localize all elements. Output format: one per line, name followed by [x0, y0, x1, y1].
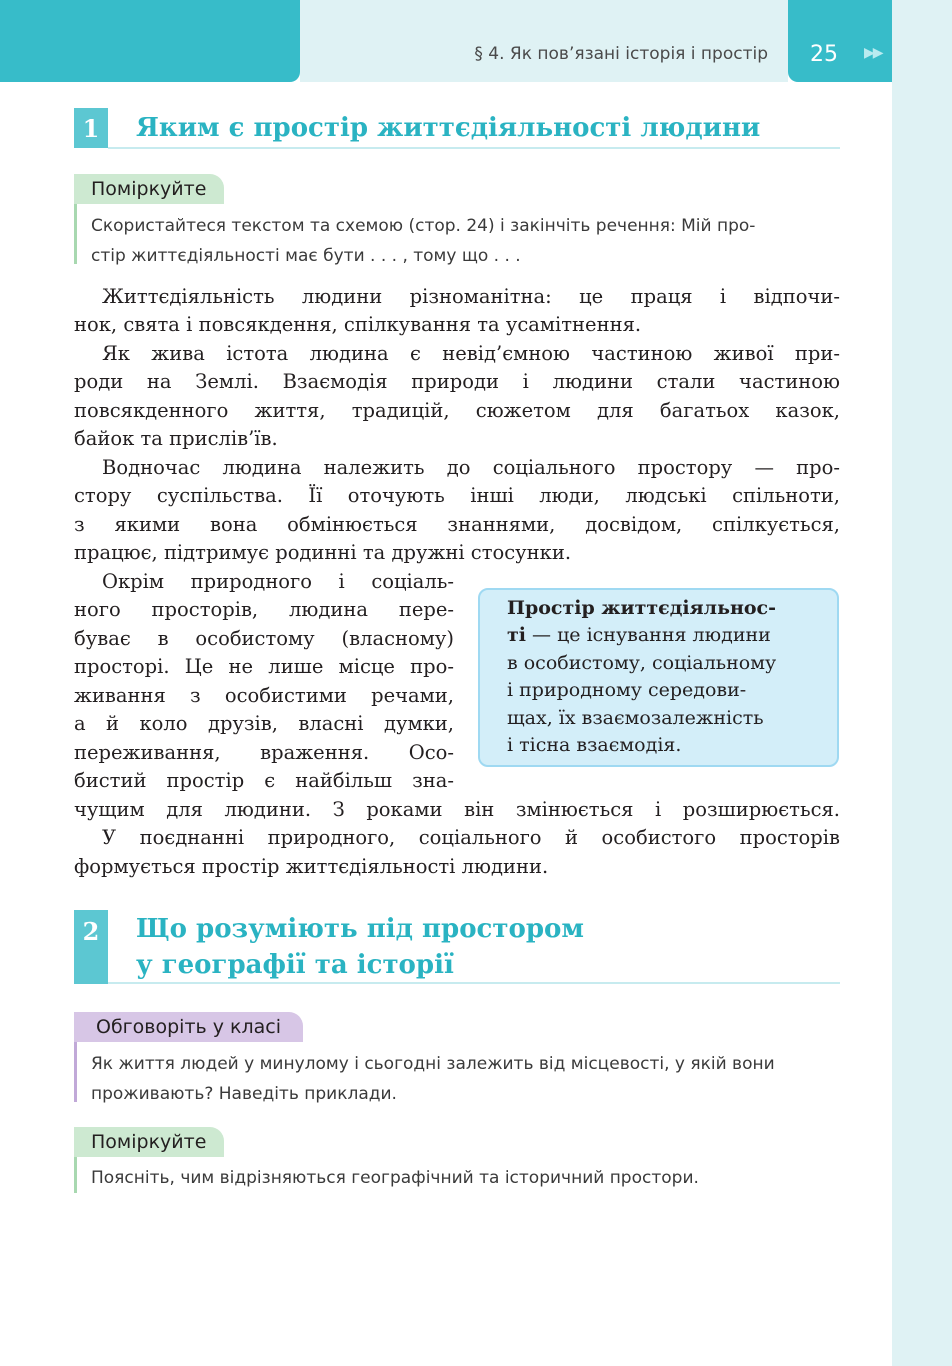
- definition-term: Простір життєдіяльнос-: [507, 597, 776, 619]
- discuss-prompt-line: Як життя людей у минулому і сьогодні залежить від місцевості, у якій вони: [91, 1054, 775, 1074]
- paragraph-line: Окрім природного і соціаль-: [102, 570, 454, 593]
- definition-line: і природному середови-: [507, 679, 747, 701]
- header-band-left: [0, 0, 300, 82]
- paragraph-line: У поєднанні природного, соціального й особистого просторів: [102, 826, 840, 849]
- paragraph-line: стору суспільства. Її оточують інші люди, людські спільноти,: [74, 484, 840, 507]
- definition-text: — це існування людини: [526, 624, 771, 646]
- section-title: Яким є простір життєдіяльності людини: [136, 113, 761, 143]
- paragraph-line: ного просторів, людина пере-: [74, 598, 454, 621]
- section-title-rule: [108, 982, 840, 984]
- paragraph-line: а й коло друзів, власні думки,: [74, 712, 454, 735]
- paragraph-line: байок та прислів’їв.: [74, 427, 278, 450]
- paragraph-line: повсякденного життя, традицій, сюжетом для багатьох казок,: [74, 399, 840, 422]
- definition-line: [507, 622, 771, 650]
- think-prompt-bar: [74, 204, 77, 264]
- definition-term: ті: [507, 624, 526, 646]
- page-number: 25: [810, 42, 838, 67]
- paragraph-line: буває в особистому (власному): [74, 627, 454, 650]
- next-arrows-icon: ▶▶: [864, 45, 882, 61]
- think-prompt-line: Поясніть, чим відрізняються географічний та історичний простори.: [91, 1168, 699, 1188]
- section-number-badge: 2: [74, 910, 108, 984]
- section-title: Що розуміють під простором: [136, 914, 584, 944]
- page-number-tab: [788, 0, 892, 82]
- paragraph-line: просторі. Це не лише місце про-: [74, 655, 454, 678]
- right-margin-band: [892, 0, 952, 1366]
- paragraph-line: чущим для людини. З роками він змінюється і розширюється.: [74, 798, 840, 821]
- paragraph-line: Як жива істота людина є невід’ємною частиною живої при-: [102, 342, 840, 365]
- paragraph-line: роди на Землі. Взаємодія природи і людини стали частиною: [74, 370, 840, 393]
- header-band-middle: [300, 0, 788, 82]
- paragraph-line: Водночас людина належить до соціального простору — про-: [102, 456, 840, 479]
- think-prompt-label: Поміркуйте: [74, 174, 224, 204]
- paragraph-line: формується простір життєдіяльності людини.: [74, 855, 549, 878]
- discuss-prompt-line: проживають? Наведіть приклади.: [91, 1084, 397, 1104]
- section-title: у географії та історії: [136, 950, 454, 980]
- paragraph-line: бистий простір є найбільш зна-: [74, 769, 454, 792]
- section-title-rule: [108, 147, 840, 149]
- think-prompt-label: Поміркуйте: [74, 1127, 224, 1157]
- paragraph-line: живання з особистими речами,: [74, 684, 454, 707]
- think-prompt-bar: [74, 1157, 77, 1193]
- paragraph-line: працює, підтримує родинні та дружні стосунки.: [74, 541, 572, 564]
- paragraph-line: нок, свята і повсякдення, спілкування та усамітнення.: [74, 313, 642, 336]
- paragraph-line: з якими вона обмінюється знаннями, досвідом, спілкується,: [74, 513, 840, 536]
- definition-line: і тісна взаємодія.: [507, 734, 682, 756]
- paragraph-line: Життєдіяльність людини різноманітна: це праця і відпочи-: [102, 285, 840, 308]
- definition-line: в особистому, соціальному: [507, 652, 777, 674]
- think-prompt-line: стір життєдіяльності має бути . . . , тому що . . .: [91, 246, 521, 266]
- discuss-prompt-bar: [74, 1042, 77, 1102]
- paragraph-line: переживання, враження. Осо-: [74, 741, 454, 764]
- think-prompt-line: Скористайтеся текстом та схемою (стор. 24) і закінчіть речення: Мій про-: [91, 216, 756, 236]
- section-number-badge: 1: [74, 108, 108, 148]
- definition-line: щах, їх взаємозалежність: [507, 707, 764, 729]
- discuss-prompt-label: Обговоріть у класі: [74, 1012, 303, 1042]
- running-title: § 4. Як пов’язані історія і простір: [474, 44, 768, 64]
